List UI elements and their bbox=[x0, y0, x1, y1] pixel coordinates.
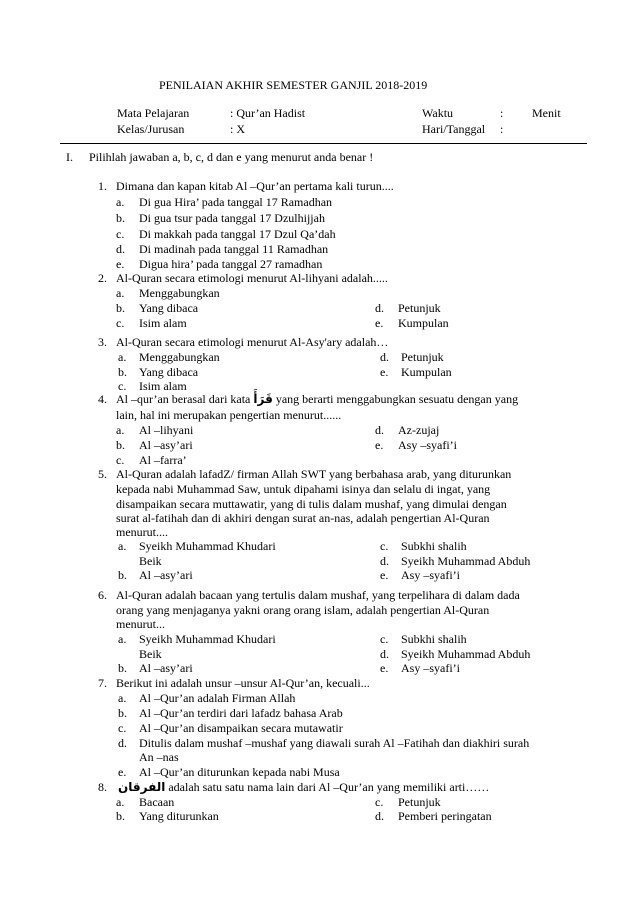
option-label: c. bbox=[375, 795, 384, 809]
hari-label: Hari/Tanggal bbox=[422, 122, 486, 136]
option-text: Di madinah pada tanggal 11 Ramadhan bbox=[139, 242, 329, 256]
option-text: Kumpulan bbox=[398, 316, 449, 330]
question-5-text: menurut.... bbox=[116, 525, 168, 539]
option-text: Asy –syafi’i bbox=[401, 568, 460, 582]
option-text: Yang diturunkan bbox=[139, 809, 219, 823]
option-text: Di gua tsur pada tanggal 17 Dzulhijjah bbox=[139, 211, 325, 225]
option-label: a. bbox=[116, 795, 125, 809]
question-5-text: kepada nabi Muhammad Saw, untuk dipahami isinya dan selalu di ingat, yang bbox=[116, 482, 491, 496]
option-text: Syeikh Muhammad Khudari bbox=[139, 539, 276, 553]
option-text: Al –asy’ari bbox=[139, 438, 193, 452]
option-text: Al –lihyani bbox=[139, 423, 194, 437]
option-text: Ditulis dalam mushaf –mushaf yang diawali surah Al –Fatihah dan diakhiri surah bbox=[139, 736, 530, 750]
option-text: Bacaan bbox=[139, 795, 175, 809]
option-label: d. bbox=[380, 350, 389, 364]
question-1-number: 1. bbox=[98, 179, 107, 193]
option-label: e. bbox=[118, 765, 127, 779]
option-label: d. bbox=[118, 736, 127, 750]
kelas-label: Kelas/Jurusan bbox=[117, 122, 185, 136]
option-text: Digua hira’ pada tanggal 27 ramadhan bbox=[139, 257, 323, 271]
question-2-text: Al-Quran secara etimologi menurut Al-lihyani adalah..... bbox=[116, 271, 388, 285]
option-label: b. bbox=[116, 211, 125, 225]
option-label: e. bbox=[375, 316, 384, 330]
option-text: Petunjuk bbox=[401, 350, 444, 364]
option-label: c. bbox=[380, 539, 389, 553]
option-label: e. bbox=[380, 661, 389, 675]
question-3-number: 3. bbox=[98, 335, 107, 349]
mapel-value: : Qur’an Hadist bbox=[230, 106, 306, 120]
question-3-text: Al-Quran secara etimologi menurut Al-Asy'ary adalah… bbox=[116, 335, 389, 349]
option-label: b. bbox=[116, 809, 125, 823]
option-text: Al –asy’ari bbox=[139, 568, 193, 582]
option-text: Asy –syafi’i bbox=[398, 438, 457, 452]
option-text: Asy –syafi’i bbox=[401, 661, 460, 675]
option-text: Al –Qur’an diturunkan kepada nabi Musa bbox=[139, 765, 340, 779]
option-label: a. bbox=[118, 632, 127, 646]
question-8-text bbox=[118, 781, 489, 794]
option-label: b. bbox=[118, 661, 127, 675]
question-4-text bbox=[116, 393, 518, 406]
waktu-colon: : bbox=[500, 106, 504, 120]
option-label: d. bbox=[375, 809, 384, 823]
question-4-text-end: yang berarti menggabungkan sesuatu dengan yang bbox=[275, 392, 519, 406]
option-text: Az-zujaj bbox=[398, 423, 440, 437]
question-7-text: Berikut ini adalah unsur –unsur Al-Qur’an, kecuali... bbox=[116, 676, 370, 690]
option-text: Petunjuk bbox=[398, 795, 441, 809]
option-label: c. bbox=[116, 316, 125, 330]
option-label: d. bbox=[380, 647, 389, 661]
option-text: Menggabungkan bbox=[139, 286, 220, 300]
option-text-continued: Beik bbox=[139, 647, 162, 661]
option-label: a. bbox=[118, 350, 127, 364]
option-label: b. bbox=[116, 301, 125, 315]
instruction-number: I. bbox=[66, 150, 73, 164]
option-label: a. bbox=[118, 539, 127, 553]
option-text: Al –Qur’an adalah Firman Allah bbox=[139, 691, 296, 705]
option-text: Petunjuk bbox=[398, 301, 441, 315]
option-label: c. bbox=[380, 632, 389, 646]
option-label: a. bbox=[116, 423, 125, 437]
hari-colon: : bbox=[500, 122, 504, 136]
option-text: Subkhi shalih bbox=[401, 632, 467, 646]
waktu-label: Waktu bbox=[422, 106, 454, 120]
question-5-text: disampaikan secara muttawatir, yang di tulis dalam mushaf, yang dimulai dengan bbox=[116, 497, 507, 511]
option-text: Isim alam bbox=[139, 379, 187, 393]
option-label: d. bbox=[380, 554, 389, 568]
option-label: e. bbox=[380, 568, 389, 582]
option-label: d. bbox=[375, 423, 384, 437]
option-text: Di makkah pada tanggal 17 Dzul Qa’dah bbox=[139, 227, 336, 241]
option-text: Yang dibaca bbox=[139, 301, 199, 315]
header-divider bbox=[60, 143, 587, 144]
option-text: Kumpulan bbox=[401, 365, 452, 379]
question-1-text: Dimana dan kapan kitab Al –Qur’an pertama kali turun.... bbox=[116, 179, 394, 193]
question-4-number: 4. bbox=[98, 392, 107, 406]
option-text: Di gua Hira’ pada tanggal 17 Ramadhan bbox=[139, 195, 333, 209]
option-label: b. bbox=[116, 438, 125, 452]
option-text: Al –farra’ bbox=[139, 453, 187, 467]
option-text: Menggabungkan bbox=[139, 350, 220, 364]
option-text: Syeikh Muhammad Khudari bbox=[139, 632, 276, 646]
question-5-text: Al-Quran adalah lafadZ/ firman Allah SWT yang berbahasa arab, yang diturunkan bbox=[116, 467, 512, 481]
question-4-text-line-2: lain, hal ini merupakan pengertian menurut...... bbox=[116, 408, 342, 422]
option-label: e. bbox=[380, 365, 389, 379]
question-8-number: 8. bbox=[98, 780, 107, 794]
question-7-number: 7. bbox=[98, 676, 107, 690]
option-text-continued: An –nas bbox=[139, 750, 179, 764]
question-2-number: 2. bbox=[98, 271, 107, 285]
option-text-continued: Beik bbox=[139, 554, 162, 568]
kelas-value: : X bbox=[230, 122, 245, 136]
question-5-text: surat al-fatihah dan di akhiri dengan surat an-nas, adalah pengertian Al-Quran bbox=[116, 511, 490, 525]
option-label: a. bbox=[118, 691, 127, 705]
option-label: d. bbox=[116, 242, 125, 256]
option-label: d. bbox=[375, 301, 384, 315]
arabic-word: قَرَأَ bbox=[253, 392, 273, 406]
question-6-text: menurut... bbox=[116, 617, 165, 631]
question-6-text: orang yang menjaganya yakni orang orang islam, adalah pengertian Al-Quran bbox=[116, 603, 490, 617]
option-text: Syeikh Muhammad Abduh bbox=[401, 554, 531, 568]
question-8-text-body: adalah satu satu nama lain dari Al –Qur’an yang memiliki arti…… bbox=[168, 780, 490, 794]
option-label: a. bbox=[116, 286, 125, 300]
option-text: Al –Qur’an disampaikan secara mutawatir bbox=[139, 721, 343, 735]
arabic-word: الفرقان bbox=[118, 780, 166, 794]
option-label: b. bbox=[118, 706, 127, 720]
option-label: c. bbox=[118, 721, 127, 735]
question-5-number: 5. bbox=[98, 467, 107, 481]
instruction-text: Pilihlah jawaban a, b, c, d dan e yang menurut anda benar ! bbox=[89, 150, 374, 164]
question-4-text-start: Al –qur’an berasal dari kata bbox=[116, 392, 251, 406]
option-text: Syeikh Muhammad Abduh bbox=[401, 647, 531, 661]
option-text: Pemberi peringatan bbox=[398, 809, 492, 823]
option-label: e. bbox=[375, 438, 384, 452]
question-6-text: Al-Quran adalah bacaan yang tertulis dalam mushaf, yang terpelihara di dalam dada bbox=[116, 588, 520, 602]
option-text: Isim alam bbox=[139, 316, 187, 330]
option-label: e. bbox=[116, 257, 125, 271]
waktu-value: Menit bbox=[532, 106, 561, 120]
option-text: Al –Qur’an terdiri dari lafadz bahasa Arab bbox=[139, 706, 343, 720]
option-label: a. bbox=[116, 195, 125, 209]
option-label: c. bbox=[118, 379, 127, 393]
option-label: c. bbox=[116, 453, 125, 467]
option-label: b. bbox=[118, 365, 127, 379]
option-label: b. bbox=[118, 568, 127, 582]
mapel-label: Mata Pelajaran bbox=[117, 106, 190, 120]
option-label: c. bbox=[116, 227, 125, 241]
question-6-number: 6. bbox=[98, 588, 107, 602]
page-title: PENILAIAN AKHIR SEMESTER GANJIL 2018-2019 bbox=[159, 78, 428, 92]
option-text: Yang dibaca bbox=[139, 365, 199, 379]
option-text: Al –asy’ari bbox=[139, 661, 193, 675]
option-text: Subkhi shalih bbox=[401, 539, 467, 553]
